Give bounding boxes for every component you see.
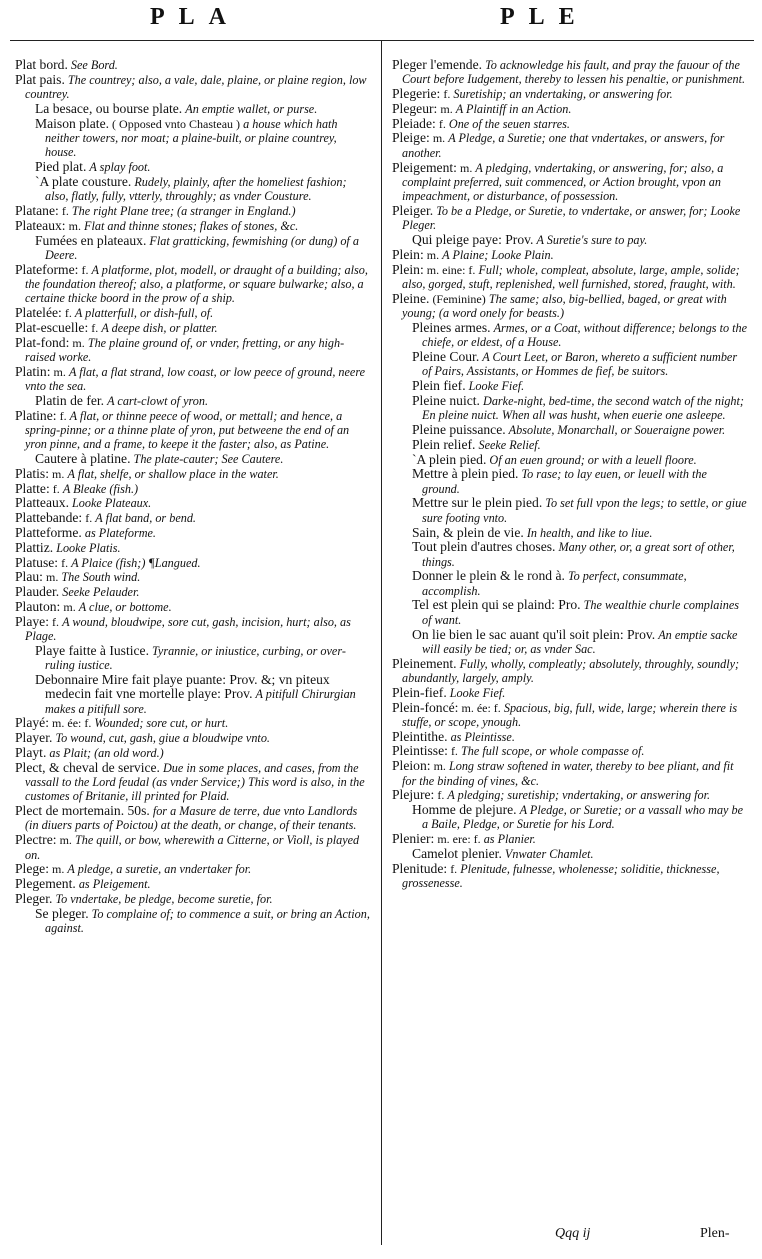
dictionary-entry (15, 58, 370, 72)
catchword: Plen- (700, 1226, 730, 1241)
definition: The same; also, big-bellied, baged, or great with young; (a word onely for beasts.) (402, 291, 727, 321)
definition: Wounded; sore cut, or hurt. (94, 716, 229, 731)
dictionary-entry (15, 556, 370, 570)
dictionary-entry (392, 87, 747, 101)
headword: Plein fief. (412, 378, 466, 394)
dictionary-entry (15, 600, 370, 614)
headword: Maison plate. (35, 115, 109, 131)
definition: A cart-clowt of yron. (107, 393, 209, 408)
dictionary-entry (392, 788, 747, 802)
headword: Se pleger. (35, 905, 89, 921)
headword: Platis: (15, 465, 49, 481)
headword: Pleiger. (392, 202, 434, 218)
definition: The full scope, or whole compasse of. (460, 744, 645, 759)
dictionary-entry (15, 892, 370, 906)
dictionary-entry (15, 175, 370, 204)
dictionary-entry (15, 804, 370, 833)
definition: Flat gratticking, fewmishing (or dung) of a Deere. (45, 233, 359, 262)
definition: To be a Pledge, or Suretie, to vndertake, or answer, for; Looke Pleger. (402, 203, 741, 233)
grammar-label: m. (52, 466, 65, 481)
dictionary-entry (392, 730, 747, 744)
grammar-label: f. (52, 614, 60, 629)
definition: The plate-cauter; See Cautere. (133, 452, 284, 467)
dictionary-entry (15, 615, 370, 644)
grammar-label: f. (61, 555, 69, 570)
headword: La besace, ou bourse plate. (35, 100, 183, 116)
dictionary-entry (392, 423, 747, 437)
grammar-label: f. (64, 306, 72, 321)
definition: An emptie sacke will easily be tied; or, as vnder Sac. (422, 627, 738, 656)
dictionary-entry (15, 511, 370, 525)
grammar-label: f. (59, 408, 67, 423)
dictionary-entry (15, 263, 370, 306)
dictionary-entry (15, 394, 370, 408)
headword: Pleintithe. (392, 728, 448, 744)
definition: An emptie wallet, or purse. (185, 101, 318, 116)
dictionary-entry (392, 117, 747, 131)
definition: Looke Fief. (468, 379, 525, 394)
grammar-label: f. (52, 481, 60, 496)
headword: Plauder. (15, 584, 60, 600)
grammar-label: m. ere: f. (437, 832, 481, 847)
dictionary-entry (15, 877, 370, 891)
headword: On lie bien le sac auant qu'il soit plein: Prov. (412, 626, 656, 642)
headword: Sain, & plein de vie. (412, 524, 524, 540)
definition: In health, and like to liue. (526, 525, 653, 540)
dictionary-entry (392, 832, 747, 846)
definition: A flat, a flat strand, low coast, or low peece of ground, neere vnto the sea. (25, 364, 366, 394)
grammar-label: f. (450, 861, 458, 876)
dictionary-entry (392, 204, 747, 233)
dictionary-entry (392, 248, 747, 262)
definition: A Plaine; Looke Plain. (442, 247, 554, 262)
headword: Plateforme: (15, 261, 79, 277)
definition: A Suretie's sure to pay. (536, 233, 648, 248)
headword: Plejure: (392, 787, 435, 803)
headword: Pleiade: (392, 115, 436, 131)
dictionary-entry (15, 526, 370, 540)
dictionary-entry (15, 204, 370, 218)
dictionary-entry (15, 585, 370, 599)
dictionary-entry (392, 161, 747, 204)
definition: The South wind. (61, 570, 141, 585)
grammar-label: m. ée: f. (52, 716, 92, 731)
headword: Mettre sur le plein pied. (412, 495, 543, 511)
headword: Plat-fond: (15, 334, 70, 350)
headword: Cautere à platine. (35, 451, 131, 467)
headword: Platteforme. (15, 525, 82, 540)
headword: Plat-escuelle: (15, 319, 89, 335)
headword: Plectre: (15, 832, 57, 848)
dictionary-entry (392, 540, 747, 569)
headword: Plein-foncé: (392, 699, 459, 715)
definition: Tyrannie, or iniustice, curbing, or over-ruling iustice. (45, 643, 346, 673)
grammar-label: f. (438, 116, 446, 131)
definition: The right Plane tree; (a stranger in England.) (71, 203, 296, 218)
dictionary-entry (15, 409, 370, 452)
headword: Debonnaire Mire fait playe puante: Prov. &; vn piteux medecin fait vne mortelle playe: Prov. (35, 671, 330, 702)
headword: Plein: (392, 246, 424, 262)
headword: Plau: (15, 569, 43, 585)
dictionary-entry (392, 847, 747, 861)
headword: Playe faitte à Iustice. (35, 642, 149, 658)
grammar-label: f. (91, 320, 99, 335)
headword: Pleines armes. (412, 319, 491, 335)
dictionary-entry (392, 526, 747, 540)
definition: Looke Fief. (449, 685, 506, 700)
definition: as Pleintisse. (450, 729, 515, 744)
headword: Plect de mortemain. 50s. (15, 803, 150, 819)
grammar-label: m. (432, 131, 446, 146)
definition: To rase; to lay euen, or leuell with the ground. (422, 467, 707, 496)
headword: Platteaux. (15, 495, 69, 511)
definition: Looke Plateaux. (72, 496, 152, 511)
headword: Plein: (392, 261, 424, 277)
grammar-label: f. (85, 511, 93, 526)
dictionary-entry (15, 73, 370, 102)
definition: The plaine ground of, or vnder, fretting, or any high-raised worke. (25, 335, 345, 364)
grammar-label: m. (46, 570, 59, 585)
grammar-label: m. (433, 759, 446, 774)
headword: Plege: (15, 861, 49, 877)
headword: Plect, & cheval de service. (15, 759, 160, 775)
dictionary-entry (392, 379, 747, 393)
definition: Due in some places, and cases, from the vassall to the Lord feudal (as vnder Service;) This word is also, in the customes of Britanie, ill printed for Plaid. (25, 760, 365, 804)
definition: A deepe dish, or platter. (101, 320, 218, 335)
dictionary-entry (392, 233, 747, 247)
definition: Armes, or a Coat, without difference; belongs to the chiefe, or eldest, of a House. (422, 320, 748, 350)
headword: Platelée: (15, 305, 62, 321)
definition: To perfect, consummate, accomplish. (422, 569, 687, 598)
header-rule (10, 40, 754, 41)
dictionary-entry (392, 701, 747, 730)
headword: Plegeur: (392, 100, 438, 116)
headword: Platin: (15, 363, 51, 379)
dictionary-entry (392, 453, 747, 467)
running-header-right: PLE (500, 4, 589, 30)
dictionary-entry (15, 862, 370, 876)
definition: Rudely, plainly, after the homeliest fashion; also, flatly, fully, vtterly, throughly; as vnder Cousture. (45, 174, 347, 204)
definition: Darke-night, bed-time, the second watch of the night; En pleine nuict. When all was husht, when euerie one asleepe. (422, 393, 744, 423)
headword: `A plate cousture. (35, 173, 132, 189)
definition: as Pleigement. (78, 877, 151, 892)
headword: Pleige: (392, 130, 430, 146)
dictionary-entry (392, 862, 747, 891)
dictionary-entry (15, 102, 370, 116)
signature-mark: Qqq ij (555, 1226, 591, 1241)
dictionary-entry (15, 336, 370, 365)
dictionary-entry (392, 569, 747, 598)
headword: Plat bord. (15, 57, 68, 72)
headword: Pied plat. (35, 159, 87, 175)
right-column (392, 58, 747, 891)
dictionary-entry (15, 306, 370, 320)
headword: Plenitude: (392, 860, 448, 876)
grammar-label: ( Opposed vnto Chasteau ) (112, 116, 241, 131)
headword: Pleine puissance. (412, 421, 506, 437)
headword: Pleine nuict. (412, 392, 480, 408)
definition: Plenitude, fulnesse, wholenesse; soliditie, thicknesse, grossenesse. (402, 861, 720, 891)
headword: Pleinement. (392, 655, 457, 671)
dictionary-entry (392, 467, 747, 496)
headword: Platin de fer. (35, 392, 105, 408)
headword: Pleigement: (392, 159, 457, 175)
definition: for a Masure de terre, due vnto Landlords (in diuers parts of Poictou) at the death, or change, of their tenants. (25, 804, 358, 833)
dictionary-entry (15, 365, 370, 394)
dictionary-entry (15, 673, 370, 716)
dictionary-entry (15, 541, 370, 555)
definition: The countrey; also, a vale, dale, plaine, or plaine region, low countrey. (25, 72, 367, 102)
dictionary-entry (392, 628, 747, 657)
grammar-label: f. (61, 203, 69, 218)
headword: Pleger. (15, 890, 53, 906)
dictionary-entry (392, 131, 747, 160)
grammar-label: m. (52, 862, 65, 877)
grammar-label: m. eine: f. (426, 262, 476, 277)
column-divider (381, 40, 382, 1245)
headword: `A plein pied. (412, 451, 487, 467)
definition: To wound, cut, gash, giue a bloudwipe vnto. (55, 731, 270, 746)
dictionary-entry (392, 438, 747, 452)
headword: Platte: (15, 480, 50, 496)
definition: Spacious, big, full, wide, large; wherein there is stuffe, or scope, ynough. (402, 700, 738, 729)
definition: To vndertake, be pledge, become suretie, for. (55, 891, 273, 906)
dictionary-entry (392, 263, 747, 292)
headword: Player. (15, 730, 53, 746)
definition: A wound, bloudwipe, sore cut, gash, incision, hurt; also, as Plage. (25, 614, 351, 644)
grammar-label: f. (81, 262, 89, 277)
definition: A Plaice (fish;) ¶Langued. (71, 555, 201, 570)
headword: Pleintisse: (392, 743, 448, 759)
definition: Vnwater Chamlet. (504, 847, 594, 862)
dictionary-entry (392, 394, 747, 423)
headword: Mettre à plein pied. (412, 466, 519, 482)
dictionary-entry (15, 117, 370, 160)
headword: Platuse: (15, 554, 59, 570)
headword: Plat pais. (15, 71, 65, 87)
grammar-label: f. (443, 87, 451, 102)
grammar-label: m. (440, 101, 453, 116)
dictionary-entry (15, 761, 370, 804)
definition: One of the seuen starres. (448, 116, 570, 131)
grammar-label: (Feminine) (432, 291, 486, 306)
definition: A platterfull, or dish-full, of. (74, 306, 214, 321)
dictionary-entry (392, 102, 747, 116)
definition: See Bord. (70, 58, 118, 72)
dictionary-entry (15, 570, 370, 584)
grammar-label: m. (53, 364, 66, 379)
definition: Of an euen ground; or with a leuell floore. (489, 452, 697, 467)
dictionary-entry (392, 58, 747, 87)
dictionary-entry (392, 803, 747, 832)
definition: Absolute, Monarchall, or Soueraigne power. (508, 422, 726, 437)
dictionary-entry (15, 496, 370, 510)
definition: as Planier. (483, 832, 536, 847)
definition: To complaine of; to commence a suit, or bring an Action, against. (45, 906, 370, 936)
definition: A Court Leet, or Baron, whereto a sufficient number of Pairs, Assistants, or Hommes de fief, be suitors. (422, 349, 738, 379)
headword: Donner le plein & le rond à. (412, 568, 565, 584)
definition: The wealthie churle complaines of want. (422, 598, 739, 627)
definition: A Bleake (fish.) (62, 481, 139, 496)
dictionary-entry (15, 907, 370, 936)
left-column (15, 58, 370, 936)
dictionary-entry (392, 292, 747, 321)
dictionary-entry (15, 731, 370, 745)
definition: A Plaintiff in an Action. (455, 101, 572, 116)
definition: A pledging; suretiship; vndertaking, or answering for. (447, 788, 711, 803)
grammar-label: m. (72, 335, 85, 350)
definition: Fully, wholly, compleatly; absolutely, throughly, soundly; abundantly, largely, amply. (402, 656, 740, 685)
headword: Playe: (15, 613, 49, 629)
headword: Plenier: (392, 831, 435, 847)
running-header-left: PLA (150, 4, 240, 30)
definition: A flat band, or bend. (95, 511, 196, 526)
definition: A flat, or thinne peece of wood, or mettall; and hence, a spring-pinne; or a thinne plate of yron, put betweene the end of an yron pinne, and a frame, to keepe it the faster; also, as Patine. (25, 408, 350, 452)
definition: Seeke Relief. (478, 437, 541, 452)
definition: A splay foot. (89, 160, 151, 175)
definition: as Plait; (an old word.) (49, 745, 164, 760)
dictionary-entry (392, 598, 747, 627)
definition: A Pledge, or Suretie; or a vassall who may be a Baile, Pledge, or Suretie for his Lord. (422, 803, 744, 832)
definition: A platforme, plot, modell, or draught of a building; also, the foundation thereof; also, a platforme, or square bulwarke; also, a certaine thicke boord in the prow of a ship. (25, 262, 368, 306)
definition: a house which hath neither towers, nor moat; a plaine-built, or plaine countrey, house. (45, 116, 338, 160)
definition: To acknowledge his fault, and pray the fauour of the Court before Iudgement, thereby to lessen his penaltie, or punishment. (402, 58, 745, 87)
definition: as Plateforme. (84, 526, 156, 540)
dictionary-entry (15, 452, 370, 466)
dictionary-entry (15, 467, 370, 481)
headword: Platane: (15, 202, 59, 218)
headword: Plegement. (15, 876, 76, 892)
dictionary-entry (15, 234, 370, 263)
headword: Pleger l'emende. (392, 57, 483, 72)
grammar-label: m. ée: f. (461, 700, 501, 715)
dictionary-entry (392, 350, 747, 379)
dictionary-entry (392, 744, 747, 758)
definition: Flat and thinne stones; flakes of stones, &c. (84, 218, 299, 233)
headword: Plein-fief. (392, 684, 447, 700)
dictionary-entry (392, 686, 747, 700)
definition: A pledging, vndertaking, or answering, for; also, a complaint preferred, suit commenced, or Action brought, vpon an impeachment, or disturbance, of possession. (402, 160, 724, 204)
grammar-label: m. (426, 247, 440, 262)
headword: Playé: (15, 715, 49, 731)
headword: Tel est plein qui se plaind: Pro. (412, 597, 581, 613)
dictionary-entry (15, 746, 370, 760)
grammar-label: m. (63, 599, 76, 614)
headword: Platine: (15, 407, 57, 423)
headword: Homme de plejure. (412, 802, 517, 818)
definition: A clue, or bottome. (78, 599, 172, 614)
definition: A Pledge, a Suretie; one that vndertakes, or answers, for another. (402, 131, 725, 160)
headword: Plegerie: (392, 86, 441, 102)
definition: Many other, or, a great sort of other, things. (422, 540, 735, 569)
grammar-label: m. (459, 160, 473, 175)
grammar-label: f. (437, 788, 445, 803)
grammar-label: m. (68, 218, 81, 233)
dictionary-entry (392, 657, 747, 686)
dictionary-entry (15, 833, 370, 862)
headword: Pleion: (392, 758, 431, 774)
dictionary-entry (392, 496, 747, 525)
dictionary-entry (15, 644, 370, 673)
definition: Long straw softened in water, thereby to bee pliant, and fit for the binding of vines, &c. (402, 759, 734, 788)
definition: The quill, or bow, wherewith a Citterne, or Violl, is played on. (25, 833, 360, 862)
dictionary-entry (15, 716, 370, 730)
definition: To set full vpon the legs; to settle, or giue sure footing vnto. (422, 496, 747, 525)
dictionary-entry (392, 321, 747, 350)
headword: Playt. (15, 744, 47, 760)
headword: Camelot plenier. (412, 846, 502, 862)
headword: Plattebande: (15, 510, 83, 526)
headword: Plattiz. (15, 539, 54, 555)
headword: Pleine. (392, 290, 430, 306)
definition: A flat, shelfe, or shallow place in the water. (67, 466, 279, 481)
headword: Plateaux: (15, 217, 66, 233)
headword: Plauton: (15, 598, 61, 614)
headword: Plein relief. (412, 436, 476, 452)
dictionary-entry (15, 482, 370, 496)
dictionary-entry (15, 160, 370, 174)
definition: Suretiship; an vndertaking, or answering for. (453, 87, 673, 102)
headword: Qui pleige paye: Prov. (412, 232, 534, 248)
definition: Seeke Pelauder. (62, 585, 140, 600)
grammar-label: m. (59, 833, 72, 848)
dictionary-entry (15, 321, 370, 335)
definition: Full; whole, compleat, absolute, large, ample, solide; also, gorged, stuft, replenished, well furnished, stored, fraught, with. (402, 262, 740, 291)
definition: A pitifull Chirurgian makes a pitifull sore. (45, 687, 356, 716)
dictionary-entry (392, 759, 747, 788)
definition: Looke Platis. (56, 540, 121, 555)
headword: Fumées en plateaux. (35, 232, 147, 248)
headword: Pleine Cour. (412, 348, 480, 364)
dictionary-entry (15, 219, 370, 233)
definition: A pledge, a suretie, an vndertaker for. (67, 862, 252, 877)
headword: Tout plein d'autres choses. (412, 539, 556, 555)
grammar-label: f. (450, 744, 458, 759)
